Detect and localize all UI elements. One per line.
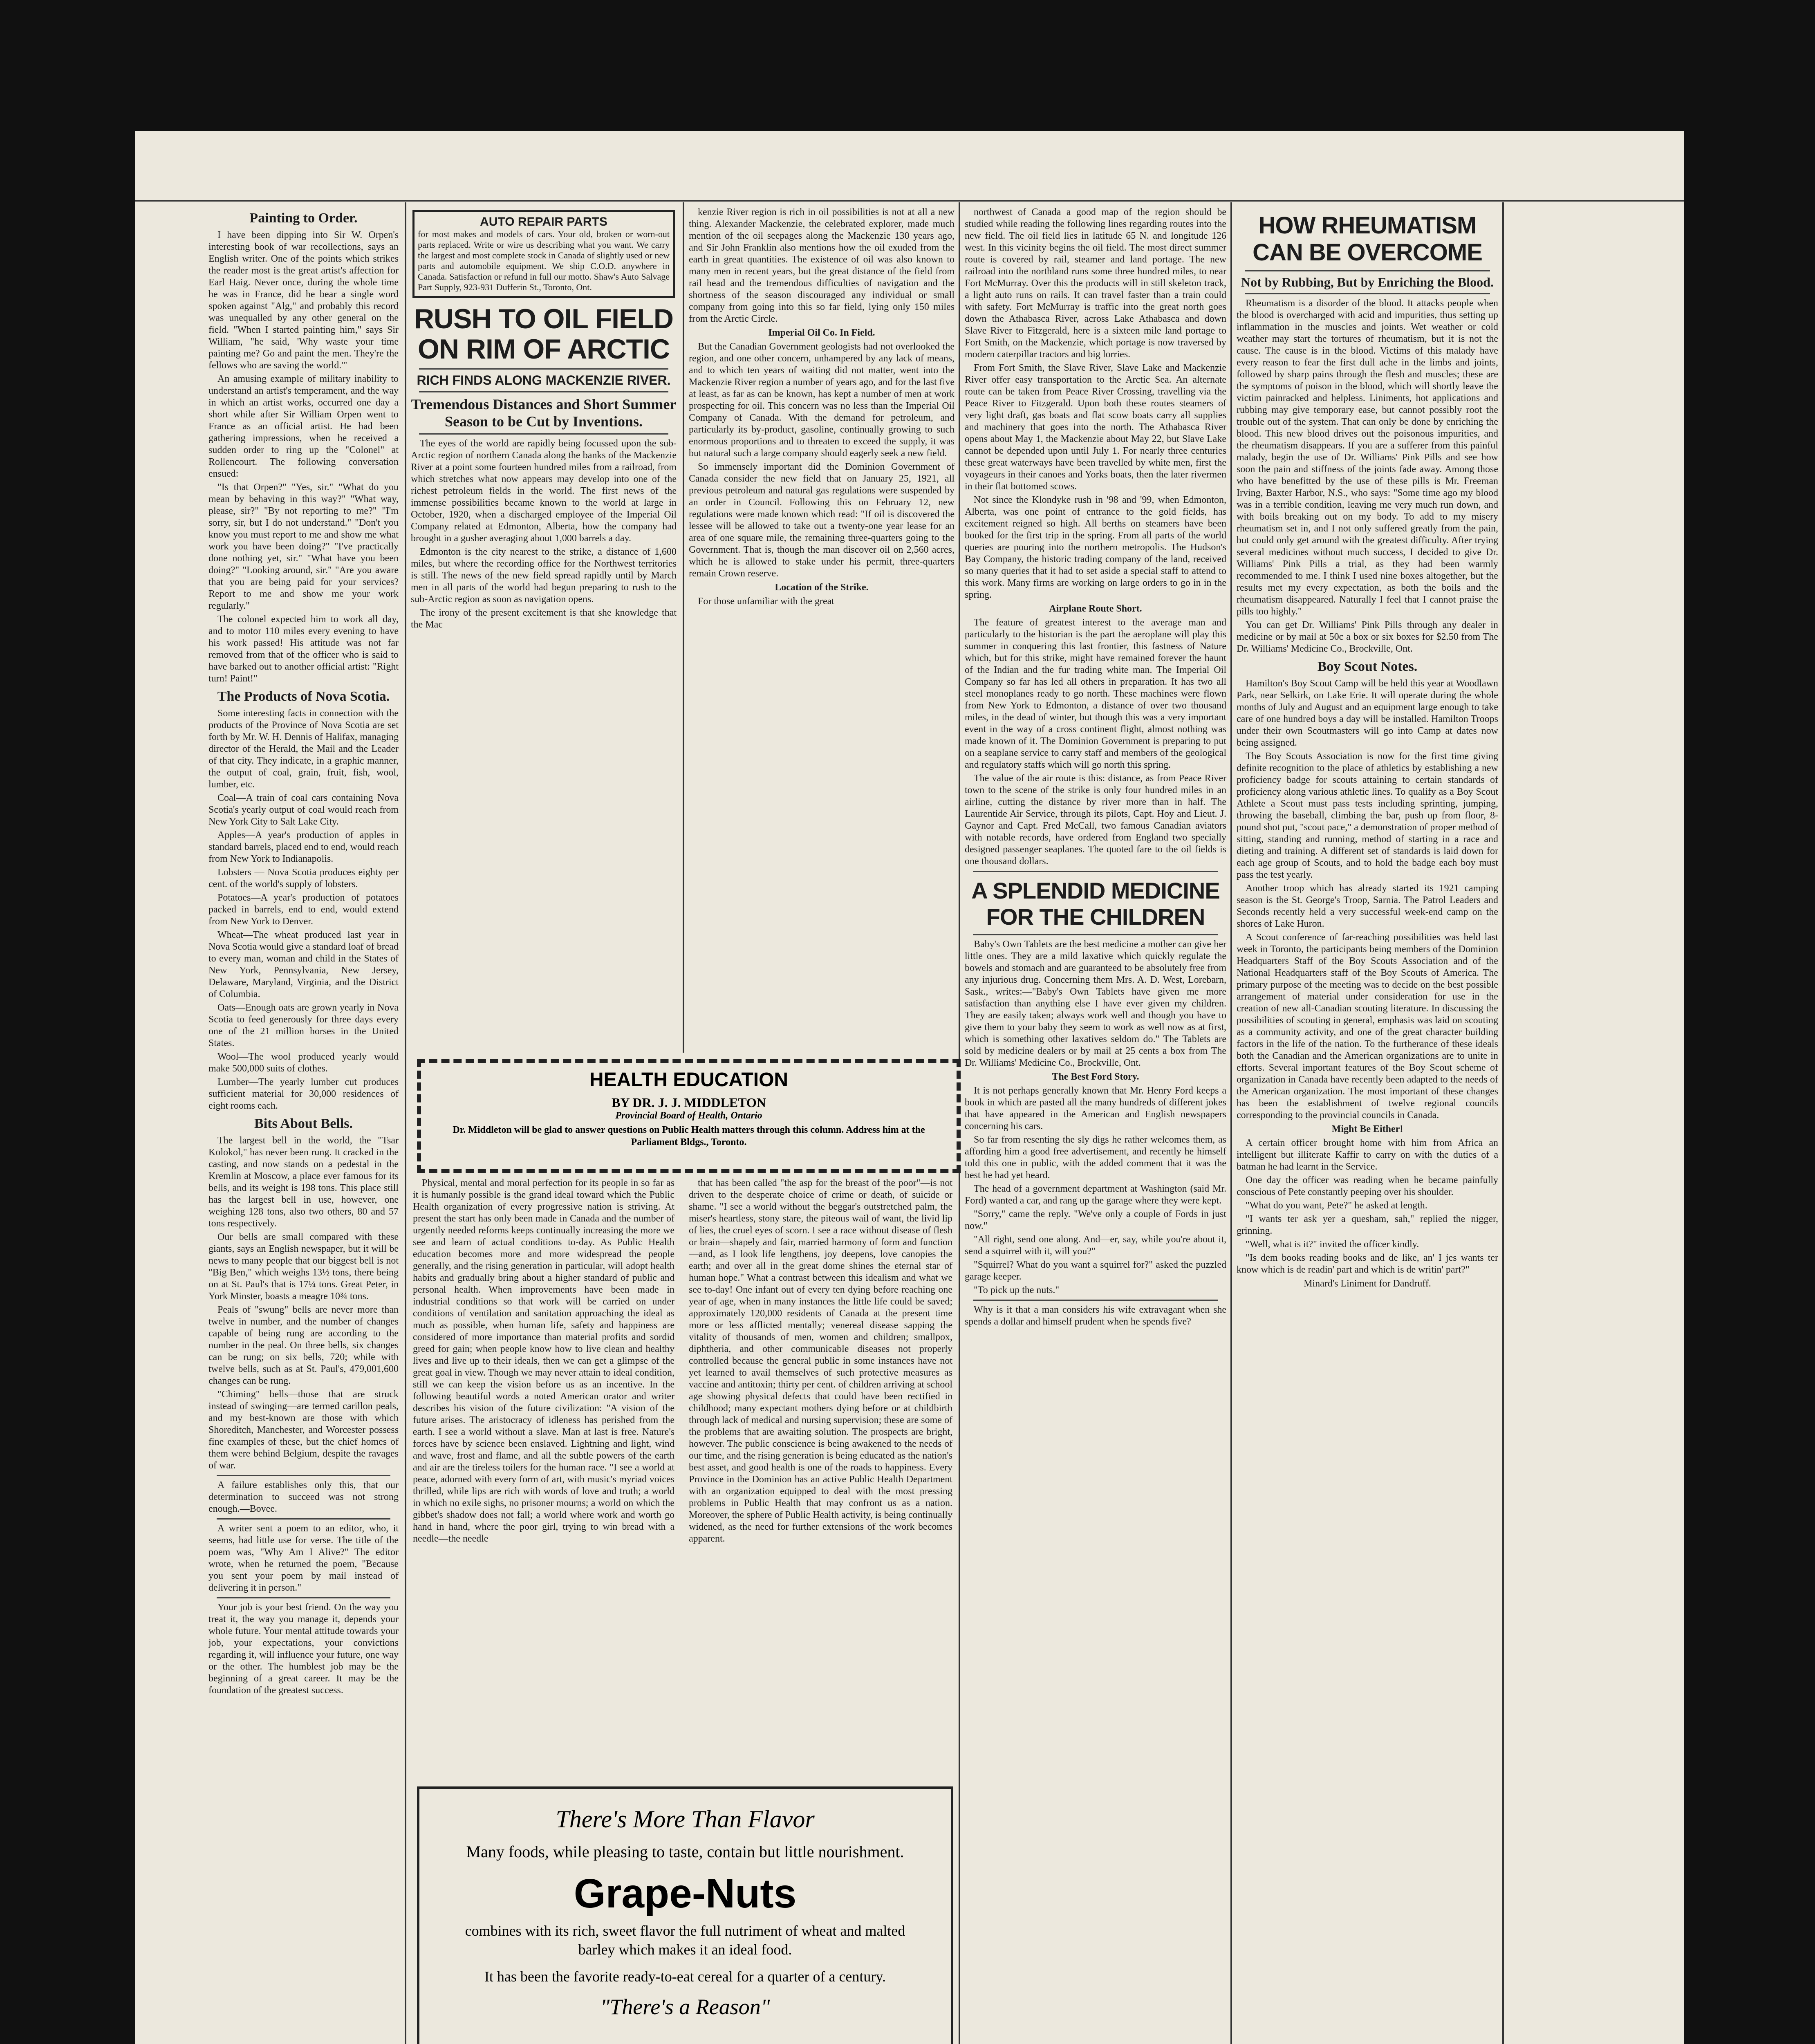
article-headline: Boy Scout Notes. — [1317, 659, 1418, 674]
paragraph: Some interesting facts in connection with the products of the Province of Nova Scotia are set forth by Mr. W. H. Dennis of Halifax, managing director of the Herald, the Mail and the Leader of that city. They indicate, in a graphic manner, the output of coal, grain, fruit, fish, wool, lumber, etc. — [208, 708, 399, 790]
column-7 — [1508, 206, 1678, 2044]
health-column-a — [413, 1177, 674, 1758]
paragraph: The value of the air route is this: distance, as from Peace River town to the scene of the strike is only four hundred miles in an airline, cutting the distance by river more than in half. The Laurentide Air Service, through its pilots, Capt. Hoy and Lieut. J. Gaynor and Capt. Fred McCall, two famous Canadian aviators with notable records, have ordered from England two specially designed passenger seaplanes. The quoted fare to the oil fields is one thousand dollars. — [965, 773, 1226, 867]
article-headline: Painting to Order. — [249, 211, 358, 226]
divider — [217, 1475, 390, 1476]
paragraph: "I wants ter ask yer a quesham, sah," replied the nigger, grinning. — [1237, 1214, 1498, 1236]
newspaper-page — [135, 131, 1684, 2044]
ad-text: It has been the favorite ready-to-eat cereal for a quarter of a century. — [484, 1968, 886, 1985]
paragraph: Why is it that a man considers his wife extravagant when she spends a dollar and himself prudent when he spends five? — [965, 1304, 1226, 1327]
column-2 — [411, 206, 677, 1057]
paragraph: Not since the Klondyke rush in '98 and '99, when Edmonton, Alberta, was one point of entrance to the gold fields, has excitement reigned so high. All berths on steamers have been booked for the first trip in the spring. From all parts of the world queries are pouring into the northern metropolis. The Hudson's Bay Company, the historic trading company of the land, received so many queries that it had to set aside a special staff to attend to this work. Many firms are working on large orders to go in in the spring. — [965, 495, 1226, 600]
grape-nuts-ad — [417, 1786, 953, 2044]
paragraph: Rheumatism is a disorder of the blood. It attacks people when the blood is overcharged with acid and impurities, thus setting up inflammation in the muscles and joints. Wet weather or cold weather may start the tortures of rheumatism, but it is not the cause. The cause is in the blood. Victims of this malady have every reason to fear the first dull ache in the limbs and joints, followed by sharp pains through the flesh and muscles; these are the symptoms of poison in the blood, which will shortly leave the victim painracked and helpless. Liniments, hot applications and rubbing may give temporary ease, but cannot possibly root the trouble out of the system. That can only be done by enriching the blood. This new blood drives out the poisonous impurities, and the rheumatism disappears. If you are a sufferer from this painful malady, begin the use of Dr. Williams' Pink Pills and see how soon the pain and stiffness of the joints fade away. Among those who have benefitted by the use of these pills is Mr. Freeman Irving, Baxter Harbor, N.S., who says: "Some time ago my blood was in a terrible condition, leaving me very much run down, and with boils breaking out on my body. To add to my misery rheumatism set in, and I not only suffered greatly from the pain, but could only get around with the greatest difficulty. After trying several medicines without much success, I decided to give Dr. Williams' Pink Pills a trial, as they had been warmly recommended to me. I think I used nine boxes altogether, but the results met my every expectation, as both the boils and the rheumatism disappeared. Naturally I feel that I cannot praise the pills too highly." — [1237, 298, 1498, 617]
column-3 — [689, 206, 955, 1057]
paragraph: A failure establishes only this, that our determination to succeed was not strong enough.—Bovee. — [208, 1480, 399, 1514]
article-deck: RICH FINDS ALONG MACKENZIE RIVER. — [417, 373, 671, 388]
paragraph: But the Canadian Government geologists had not overlooked the region, and one other concern, unhampered by any lack of means, and to which ten years of waiting did not matter, went into the Mackenzie River region a number of years ago, and for the last five at least, as far as can be known, has kept a number of men at work prospecting for oil. This concern was no less than the Imperial Oil Company of Canada. With the demand for petroleum, and particularly its by-product, gasoline, continually growing to such enormous proportions and to threaten to exceed the supply, it was but natural such a large company should eagerly seek a new field. — [689, 341, 955, 459]
column-4 — [965, 206, 1226, 2044]
paragraph: "All right, send one along. And—er, say, while you're about it, send a squirrel with it, will you?" — [965, 1234, 1226, 1257]
paragraph: From Fort Smith, the Slave River, Slave Lake and Mackenzie River offer easy transportation to the Arctic Sea. An alternate route can be taken from Peace River Crossing, travelling via the Peace River to Fitzgerald. Upon both these routes steamers of very light draft, gas boats and flat scow boats carry all supplies and machinery that goes into the north. The Athabasca River opens about May 1, the Mackenzie about May 22, but Slave Lake cannot be depended upon until July 1. For nearly three centuries these great waterways have been travelled by white men, first the voyageurs in their canoes and Yorks boats, then the later rivermen in their flat bottomed scows. — [965, 363, 1226, 492]
paragraph: "Well, what is it?" invited the officer kindly. — [1246, 1239, 1419, 1250]
ad-slogan: "There's a Reason" — [600, 1995, 770, 2019]
ad-text: Many foods, while pleasing to taste, contain but little nourishment. — [466, 1842, 904, 1861]
column-rule — [405, 202, 406, 2044]
ad-text: for most makes and models of cars. Your old, broken or worn-out parts replaced. Write or wire us describing what you want. We carry the largest and most complete stock in Canada of slightly used or new parts and automobile equipment. We ship C.O.D. anywhere in Canada. Satisfaction or refund in full our motto. Shaw's Auto Salvage Part Supply, 923-931 Dufferin St., Toronto, Ont. — [418, 229, 670, 292]
paragraph: Baby's Own Tablets are the best medicine a mother can give her little ones. They are a mild laxative which quickly regulate the bowels and stomach and are guaranteed to be absolutely free from any injurious drug. Concerning them Mrs. A. D. West, Lorebarn, Sask., writes:—"Baby's Own Tablets have given me more satisfaction than anything else I have ever given my children. They are easily taken; always work well and though you have to give them to your baby they seem to work as well now as at first, which is something other laxatives seldom do." The Tablets are sold by medicine dealers or by mail at 25 cents a box from The Dr. Williams' Medicine Co., Brockville, Ont. — [965, 939, 1226, 1068]
divider — [973, 934, 1218, 935]
footer-line: Minard's Liniment for Dandruff. — [1304, 1278, 1431, 1289]
subhead: The Best Ford Story. — [1052, 1071, 1139, 1082]
divider — [1245, 270, 1490, 271]
subhead: Imperial Oil Co. In Field. — [768, 327, 875, 338]
paragraph: Lumber—The yearly lumber cut produces sufficient material for 30,000 residences of eight rooms each. — [208, 1077, 399, 1111]
divider — [217, 1597, 390, 1598]
article-headline: Bits About Bells. — [254, 1116, 353, 1131]
paragraph: Oats—Enough oats are grown yearly in Nova Scotia to feed generously for three days every one of the 21 million horses in the United States. — [208, 1002, 399, 1049]
paragraph: The Boy Scouts Association is now for the first time giving definite recognition to the place of athletics by establishing a new proficiency badge for scouts attaining to certain standards of proficiency along various athletic lines. To qualify as a Boy Scout Athlete a Scout must pass tests including sprinting, jumping, throwing the baseball, climbing the bar, push up from floor, 8-pound shot put, "scout pace," a demonstration of proper method of sitting, standing and running, method of starting in a race and dieting and training. A different set of standards is laid down for each age group of Scouts, and to hold the badge each boy must pass the test yearly. — [1237, 751, 1498, 880]
paragraph: So immensely important did the Dominion Government of Canada consider the new field that on January 25, 1921, all previous petroleum and natural gas regulations were suspended by an order in Council. Following this on February 12, new regulations were made known which read: "If oil is discovered the lessee will be allowed to take out a twenty-one year lease for an area of one square mile, the remaining three-quarters going to the Government. That is, though the man discover oil on 2,560 acres, which he is allowed to stake under his permit, three-quarters remain Crown reserve. — [689, 462, 955, 579]
subhead: Might Be Either! — [1331, 1124, 1403, 1134]
paragraph: Lobsters — Nova Scotia produces eighty per cent. of the world's supply of lobsters. — [208, 867, 399, 890]
paragraph: You can get Dr. Williams' Pink Pills through any dealer in medicine or by mail at 50c a box or six boxes for $2.50 from The Dr. Williams' Medicine Co., Brockville, Ont. — [1237, 620, 1498, 654]
article-headline: RUSH TO OIL FIELD ON RIM OF ARCTIC — [414, 303, 674, 365]
ad-text: combines with its rich, sweet flavor the full nutriment of wheat and malted barley which makes it an ideal food. — [465, 1923, 905, 1958]
column-rule — [683, 202, 684, 1053]
paragraph: northwest of Canada a good map of the region should be studied while reading the following lines regarding routes into the new field. The oil field lies in latitude 65 N. and longitude 126 west. In this vicinity begins the oil field. The most direct summer route is covered by rail, steamer and land portage. The new railroad into the northland runs some three hundred miles, to near Fort McMurray. Over this the products will in still skeleton track, a light auto runs on rails. It can travel faster than a train could with safety. Fort McMurray is traffic into the great north goes down the Athabasca River, across Lake Athabasca and down Slave River to Fitzgerald, here is a sixteen mile land portage to Fort Smith, on the Mackenzie, which portage is now traversed by modern caterpillar tractors and big lorries. — [965, 207, 1226, 360]
article-headline: The Products of Nova Scotia. — [217, 689, 390, 704]
paragraph: For those unfamiliar with the great — [698, 596, 834, 607]
divider — [419, 368, 668, 370]
divider — [973, 1300, 1218, 1301]
subhead: Airplane Route Short. — [1049, 603, 1142, 614]
ad-headline: There's More Than Flavor — [556, 1806, 815, 1833]
paragraph: The head of a government department at Washington (said Mr. Ford) wanted a car, and rang up the garage where they were kept. — [965, 1183, 1226, 1206]
paragraph: kenzie River region is rich in oil possibilities is not at all a new thing. Alexander Mackenzie, the celebrated explorer, made much mention of the oil seepages along the Mackenzie 130 years ago, and Sir John Franklin also mentions how the oil exuded from the earth in great quantities. The existence of oil was also known to many men in recent years, but the great distance of the field from rail head and the tremendous difficulties of navigation and the shortness of the season discouraged any individual or small company from going into this so far field, lying only 150 miles from the Arctic Circle. — [689, 207, 955, 324]
paragraph: The eyes of the world are rapidly being focussed upon the sub-Arctic region of northern Canada along the banks of the Mackenzie River at a point some fourteen hundred miles from a railroad, from which stretches what now appears may develop into one of the richest petroleum fields in the world. The first news of the immense possibilities became known to the world at large in October, 1920, when a discharged employee of the Imperial Oil Company related at Edmonton, Alberta, how the company had brought in a gusher averaging about 1,000 barrels a day. — [411, 438, 677, 544]
paragraph: An amusing example of military inability to understand an artist's temperament, and the way in which an artist works, occurred one day a short while after Sir William Orpen went to France as an official artist. He had been gathering impressions, when he received a sudden order to ring up the "Colonel" at Rollencourt. The following conversation ensued: — [208, 374, 399, 479]
divider — [973, 871, 1218, 872]
paragraph: Wheat—The wheat produced last year in Nova Scotia would give a standard loaf of bread to every man, woman and child in the States of New York, Pennsylvania, New Jersey, Delaware, Maryland, Virginia, and the District of Columbia. — [208, 930, 399, 1000]
paragraph: Peals of "swung" bells are never more than twelve in number, and the number of changes capable of being rung are according to the number in the peal. On three bells, six changes can be rung; on six bells, 720; while with twelve bells, such as at St. Paul's, 479,001,600 changes can be rung. — [208, 1304, 399, 1386]
health-byline: BY DR. J. J. MIDDLETON — [612, 1095, 766, 1110]
article-deck: Not by Rubbing, But by Enriching the Blood. — [1241, 275, 1494, 289]
paragraph: A Scout conference of far-reaching possibilities was held last week in Toronto, the participants being members of the Dominion Headquarters Staff of the Boy Scouts Association and of the National Headquarters staff of the Boy Scouts of America. The primary purpose of the meeting was to decide on the best possible arrangement of material under consideration for use in the creation of new all-Canadian scouting literature. In discussing the possibilities of scouting in general, emphasis was laid on scouting as a community activity, and one of the great character building factors in the life of the nation. To the furtherance of these ideals both the Canadian and the American organizations are to unite in efforts. Several important features of the Boy Scout scheme of organization in Canada have recently been adapted to the needs of the American organization. The most important of these changes has been the establishment of twelve regional councils corresponding to the provincial councils in Canada. — [1237, 932, 1498, 1121]
paragraph: "Squirrel? What do you want a squirrel for?" asked the puzzled garage keeper. — [965, 1260, 1226, 1282]
paragraph: A certain officer brought home with him from Africa an intelligent but illiterate Kaffir to carry on with the duties of a batman he had learnt in the Service. — [1237, 1138, 1498, 1172]
paragraph: The largest bell in the world, the "Tsar Kolokol," has never been rung. It cracked in the casting, and now stands on a pedestal in the Kremlin at Moscow, a place ever famous for its bells, and its weight is 198 tons. This place still has the largest bell in use, however, one weighing 128 tons, also two others, 80 and 57 tons respectively. — [208, 1135, 399, 1229]
column-rule — [1230, 202, 1232, 2044]
divider — [419, 433, 668, 435]
paragraph: Potatoes—A year's production of potatoes packed in barrels, end to end, would extend from New York to Denver. — [208, 892, 399, 927]
paragraph: "Chiming" bells—those that are struck instead of swinging—are termed carillon peals, and my best-known are those with which Shoreditch, Manchester, and Worcester possess fine examples of these, but the chief homes of them were behind Belgium, despite the ravages of war. — [208, 1389, 399, 1471]
column-1 — [208, 206, 399, 2044]
divider — [419, 391, 668, 392]
top-rule — [135, 200, 1684, 202]
paragraph: Coal—A train of coal cars containing Nova Scotia's yearly output of coal would reach from New York City to Salt Lake City. — [208, 793, 399, 827]
health-title: HEALTH EDUCATION — [589, 1069, 789, 1091]
divider — [217, 1518, 390, 1520]
subhead: Location of the Strike. — [775, 582, 869, 593]
column-5 — [1237, 206, 1498, 2044]
paragraph: I have been dipping into Sir W. Orpen's interesting book of war recollections, says an English writer. One of the points which strikes the reader most is the great artist's affection for Earl Haig. Never once, during the whole time he was in France, did he bear a single word spoken against "Alg," and probably this record was unequalled by any other general on the field. "When I started painting him," says Sir William, "he said, 'Why waste your time painting me? Go and paint the men. They're the fellows who are saving the world.'" — [208, 230, 399, 371]
paragraph: The colonel expected him to work all day, and to motor 110 miles every evening to have his work passed! His attitude was not far removed from that of the officer who is said to have barked out to another official artist: "Right turn! Paint!" — [208, 614, 399, 684]
paragraph: One day the officer was reading when he became painfully conscious of Pete constantly peeping over his shoulder. — [1237, 1175, 1498, 1197]
paragraph: Another troop which has already started its 1921 camping season is the St. George's Troop, Sarnia. The Patrol Leaders and Seconds recently held a very successful week-end camp on the shores of Lake Huron. — [1237, 883, 1498, 929]
paragraph: Edmonton is the city nearest to the strike, a distance of 1,600 miles, but where the recording office for the Northwest territories is still. The news of the new field spread rapidly until by March men in all parts of the world had begun preparing to rush to the sub-Arctic region as soon as navigation opens. — [411, 547, 677, 605]
grape-nuts-logo: Grape-Nuts — [574, 1871, 797, 1916]
paragraph: It is not perhaps generally known that Mr. Henry Ford keeps a book in which are pasted all the many hundreds of different jokes that have appeared in the American and English newspapers concerning his cars. — [965, 1085, 1226, 1132]
health-note: Dr. Middleton will be glad to answer questions on Public Health matters through this column. Address him at the Parliament Bldgs., Toronto. — [453, 1125, 925, 1148]
paragraph: Hamilton's Boy Scout Camp will be held this year at Woodlawn Park, near Selkirk, on Lake Erie. It will operate during the whole months of July and August and an equipment large enough to take care of one hundred boys a day will be installed. Hamilton Troops under their own Scoutmasters will go into Camp at dates now being assigned. — [1237, 678, 1498, 748]
health-education-box — [417, 1059, 961, 1173]
paragraph: that has been called "the asp for the breast of the poor"—is not driven to the desperate choice of crime or death, of suicide or shame. "I see a world without the beggar's outstretched palm, the miser's heartless, stony stare, the piteous wail of want, the livid lip of lies, the cruel eyes of scorn. I see a race without disease of flesh or brain—shapely and fair, married harmony of form and function—and, as I look life lengthens, joy deepens, love canopies the earth; and over all in the great dome shines the eternal star of human hope." What a contrast between this idealism and what we see to-day! One infant out of every ten dying before reaching one year of age, when in many instances the little life could be saved; approximately 120,000 residents of Canada at the present time more or less afflicted mentally; venereal disease sapping the vitality of thousands of men, women and children; smallpox, diphtheria, and other communicable diseases not properly controlled because the general public in some instances have not yet learned to avail themselves of such protective measures as vaccine and antitoxin; thirty per cent. of children arriving at school age showing physical defects that could have been rectified in childhood; many expectant mothers dying before or at childbirth through lack of medical and nursing supervision; these are some of the problems that are awaiting solution. The prospects are bright, however. The public conscience is being awakened to the needs of our time, and the rising generation is being educated as the nation's best asset, and good health is one of the roads to happiness. Every Province in the Dominion has an active Public Health Department with an organization equipped to deal with the most pressing problems in Public Health that may confront us as a nation. Moreover, the sphere of Public Health activity, is being continually widened, as the need for further extensions of the work becomes apparent. — [689, 1178, 952, 1544]
paragraph: Our bells are small compared with these giants, says an English newspaper, but it will be news to many people that our biggest bell is not "Big Ben," which weighs 13½ tons, there being on at St. Paul's that is 17¼ tons. Great Peter, in York Minster, boasts a meagre 10¾ tons. — [208, 1232, 399, 1302]
paragraph: Wool—The wool produced yearly would make 500,000 suits of clothes. — [208, 1051, 399, 1074]
ad-title: AUTO REPAIR PARTS — [480, 215, 607, 229]
article-headline: A SPLENDID MEDICINE FOR THE CHILDREN — [971, 878, 1220, 930]
health-org: Provincial Board of Health, Ontario — [615, 1110, 762, 1121]
paragraph: "To pick up the nuts." — [974, 1285, 1060, 1295]
paragraph: "Is dem books reading books and de like, an' I jes wants ter know which is de readin' part and which is de writin' part?" — [1237, 1253, 1498, 1275]
paragraph: Apples—A year's production of apples in standard barrels, placed end to end, would reach from New York to Indianapolis. — [208, 830, 399, 864]
paragraph: The feature of greatest interest to the average man and particularly to the historian is the part the aeroplane will play this summer in conquering this last frontier, this fastness of Nature which, but for this strike, might have remained forever the haunt of the Indian and the fur trading white man. The Imperial Oil Company so far has led all others in preparation. It has two all steel monoplanes ready to go north. These machines were flown from New York to Edmonton, a distance of over two thousand miles, in the dead of winter, but though this was a very important event in the way of a cross continent flight, almost nothing was made known of it. The Dominion Government is preparing to put on a seaplane service to carry staff and members of the geological and regulatory staffs which will go north this spring. — [965, 617, 1226, 770]
paragraph: So far from resenting the sly digs he rather welcomes them, as affording him a good free advertisement, and recently he himself told this one in public, with the added comment that it was the best he had yet heard. — [965, 1134, 1226, 1181]
divider — [1245, 293, 1490, 294]
article-deck: Tremendous Distances and Short Summer Season to be Cut by Inventions. — [411, 396, 677, 430]
article-headline: HOW RHEUMATISM CAN BE OVERCOME — [1253, 212, 1482, 266]
paragraph: "Is that Orpen?" "Yes, sir." "What do you mean by behaving in this way?" "What way, please, sir?" "By not reporting to me?" "I'm sorry, sir, but I do not understand." "Don't you know you must report to me and show me what work you have been doing?" "I've practically done nothing yet, sir." "What have you been doing?" "Looking around, sir." "Are you aware that you are being paid for your services? Report to me and show me your work regularly." — [208, 482, 399, 611]
paragraph: "What do you want, Pete?" he asked at length. — [1246, 1200, 1427, 1211]
health-column-b — [689, 1177, 952, 1766]
auto-parts-ad — [412, 210, 675, 298]
paragraph: A writer sent a poem to an editor, who, it seems, had little use for verse. The title of the poem was, "Why Am I Alive?" The editor wrote, when he returned the poem, "Because you sent your poem by mail instead of delivering it in person." — [208, 1523, 399, 1593]
paragraph: Physical, mental and moral perfection for its people in so far as it is humanly possible is the grand ideal toward which the Public Health organization of every progressive nation is striving. At present the start has only been made in Canada and the number of urgently needed reforms keeps continually increasing the more we see and learn of actual conditions to-day. As Public Health education becomes more and more widespread the people generally, and the rising generation in particular, will adopt health habits and gradually bring about a higher standard of public and personal health. When improvements have been made in industrial conditions so that work will be carried on under conditions of ventilation and sanitation approaching the ideal as much as possible, when human life, safety and happiness are considered of more importance than material profits and sordid greed for gain; when people know how to live clean and healthy lives and live up to their ideals, then we can get a glimpse of the great goal in view. Though we may never attain to ideal condition, still we can keep the vision before us as an incentive. In the following beautiful words a noted American orator and writer describes his vision of the future civilization: "A vision of the future arises. The aristocracy of idleness has perished from the earth. I see a world without a slave. Man at last is free. Nature's forces have by science been enslaved. Lightning and light, wind and wave, frost and flame, and all the subtle powers of the earth and air are the tireless toilers for the human race. "I see a world at peace, adorned with every form of art, with music's myriad voices thrilled, while lips are rich with words of love and truth; a world in which no exile sighs, no prisoner mourns; a world on which the gibbet's shadow does not fall; a world where work and worth go hand in hand, where the poor girl, trying to win bread with a needle—the needle — [413, 1178, 674, 1544]
paragraph: "Sorry," came the reply. "We've only a couple of Fords in just now." — [965, 1209, 1226, 1231]
paragraph: Your job is your best friend. On the way you treat it, the way you manage it, depends your whole future. Your mental attitude towards your job, your expectations, your convictions regarding it, will influence your future, one way or the other. The humblest job may be the beginning of a great career. It may be the foundation of the greatest success. — [208, 1602, 399, 1696]
column-rule — [1502, 202, 1504, 2044]
paragraph: The irony of the present excitement is that she knowledge that the Mac — [411, 607, 677, 630]
